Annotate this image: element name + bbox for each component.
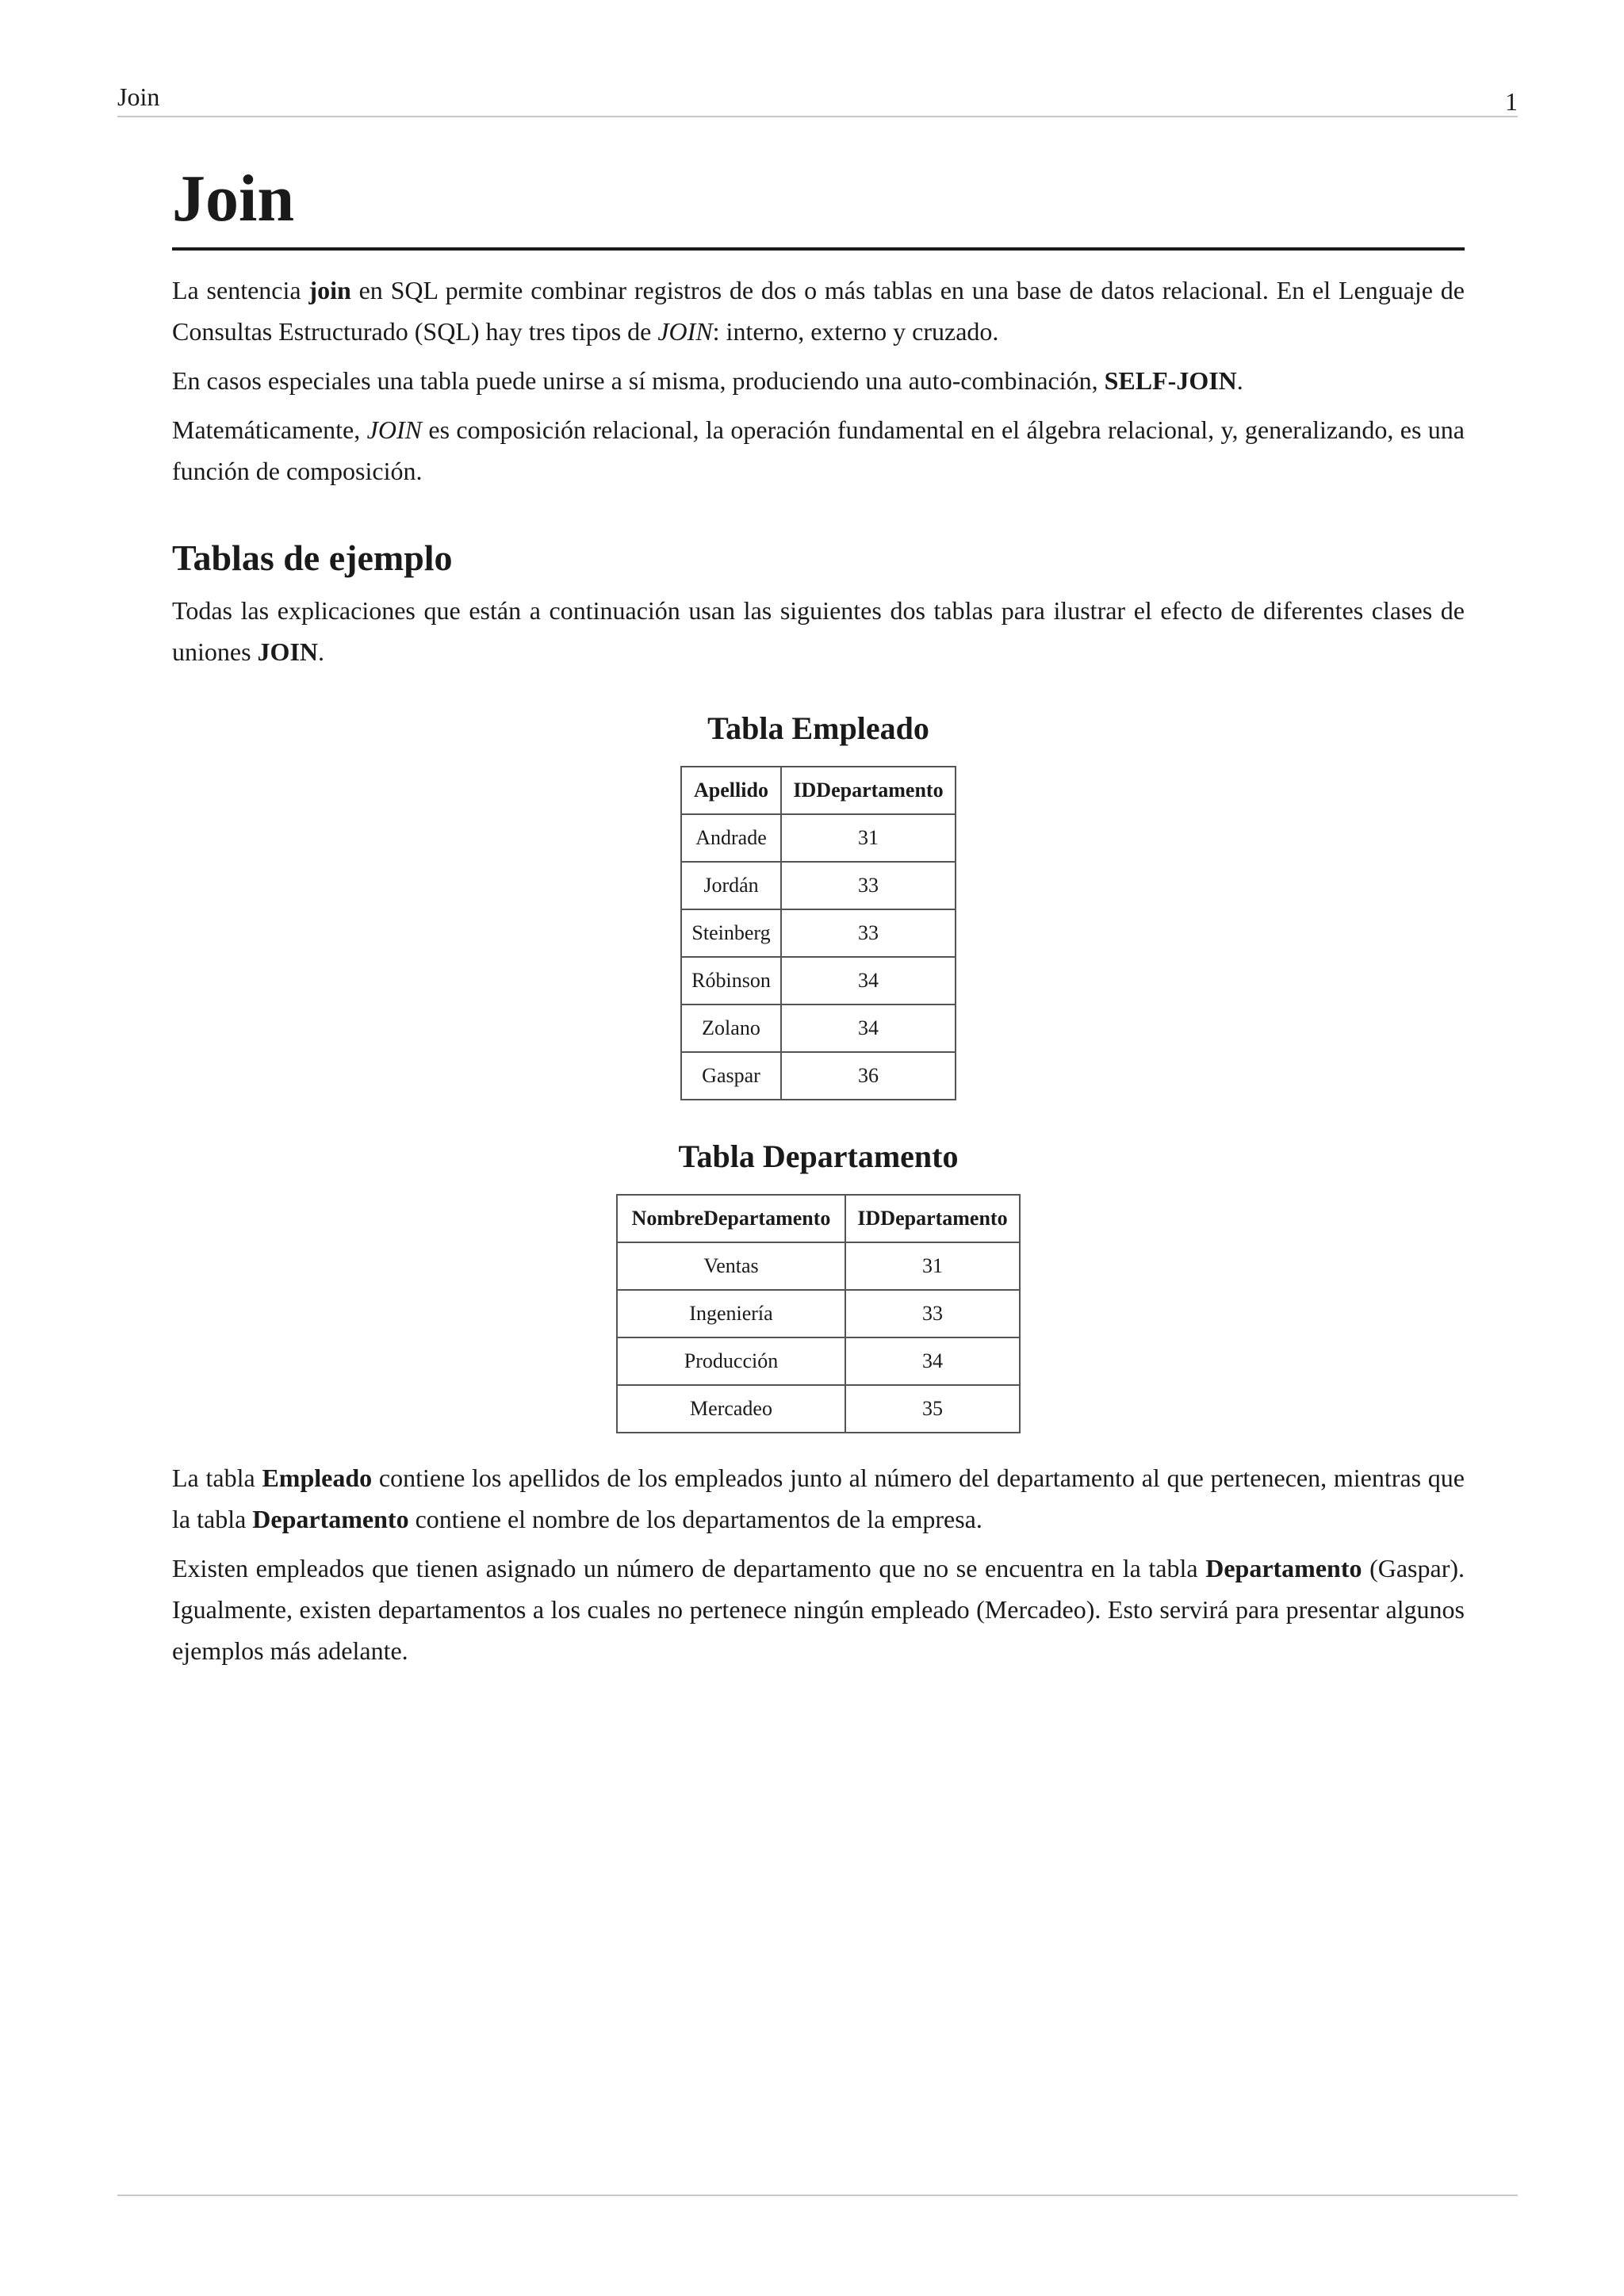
table-cell: Ventas (617, 1242, 845, 1290)
table-cell: Steinberg (681, 909, 781, 957)
table-row (681, 814, 956, 862)
table-row (681, 957, 956, 1004)
table-row (617, 1337, 1020, 1385)
table-cell: 33 (781, 909, 956, 957)
departamento-table-caption: Tabla Departamento (678, 1138, 959, 1174)
departamento-table-block (172, 1137, 1465, 1433)
table-row (681, 1004, 956, 1052)
table-cell: Gaspar (681, 1052, 781, 1100)
table-cell: 35 (845, 1385, 1020, 1433)
intro-paragraph-2: En casos especiales una tabla puede unirse a sí misma, produciendo una auto-combinación, SELF-JOIN. (172, 366, 1243, 395)
table-cell: Mercadeo (617, 1385, 845, 1433)
table-cell: Róbinson (681, 957, 781, 1004)
table-header-row (681, 767, 956, 814)
table-row (617, 1385, 1020, 1433)
table-cell: 33 (781, 862, 956, 909)
table-row (681, 909, 956, 957)
section-heading: Tablas de ejemplo (172, 538, 453, 578)
table-cell: Zolano (681, 1004, 781, 1052)
table-cell: Jordán (681, 862, 781, 909)
table-cell: Ingeniería (617, 1290, 845, 1337)
column-header: Apellido (681, 767, 781, 814)
table-row (617, 1290, 1020, 1337)
table-cell: Producción (617, 1337, 845, 1385)
closing-paragraph-2: Existen empleados que tienen asignado un número de departamento que no se encuentra en la tabla Departamento (Gaspar). Igualmente, existen departamentos a los cuales no pertenece ningún empleado (Mercadeo). Esto servirá para presentar algunos ejemplos más adelante. (172, 1554, 1465, 1665)
footer-rule (117, 2195, 1518, 2196)
table-cell: 31 (781, 814, 956, 862)
article-title: Join (172, 155, 1465, 251)
table-cell: 34 (781, 1004, 956, 1052)
table-cell: 34 (845, 1337, 1020, 1385)
table-cell: Andrade (681, 814, 781, 862)
table-cell: 33 (845, 1290, 1020, 1337)
departamento-table (616, 1194, 1021, 1433)
table-header-row (617, 1195, 1020, 1242)
table-cell: 34 (781, 957, 956, 1004)
table-row (681, 862, 956, 909)
header-title: Join (117, 82, 160, 111)
running-header (117, 79, 1518, 117)
intro-paragraph-3: Matemáticamente, JOIN es composición relacional, la operación fundamental en el álgebra relacional, y, generalizando, es una función de composición. (172, 415, 1465, 485)
closing-paragraph-1: La tabla Empleado contiene los apellidos de los empleados junto al número del departamento al que pertenecen, mientras que la tabla Departamento contiene el nombre de los departamentos de la empresa. (172, 1464, 1465, 1533)
table-cell: 31 (845, 1242, 1020, 1290)
table-row (617, 1242, 1020, 1290)
table-row (681, 1052, 956, 1100)
column-header: NombreDepartamento (617, 1195, 845, 1242)
empleado-table (680, 766, 956, 1100)
column-header: IDDepartamento (845, 1195, 1020, 1242)
table-cell: 36 (781, 1052, 956, 1100)
section-paragraph: Todas las explicaciones que están a continuación usan las siguientes dos tablas para ilustrar el efecto de diferentes clases de uniones JOIN. (172, 596, 1465, 666)
page-number: 1 (1505, 87, 1518, 116)
column-header: IDDepartamento (781, 767, 956, 814)
intro-paragraph-1: La sentencia join en SQL permite combinar registros de dos o más tablas en una base de datos relacional. En el Lenguaje de Consultas Estructurado (SQL) hay tres tipos de JOIN: interno, externo y cruzado. (172, 276, 1465, 346)
empleado-table-block (172, 709, 1465, 1100)
empleado-table-caption: Tabla Empleado (707, 710, 929, 746)
article-content (172, 155, 1465, 1671)
